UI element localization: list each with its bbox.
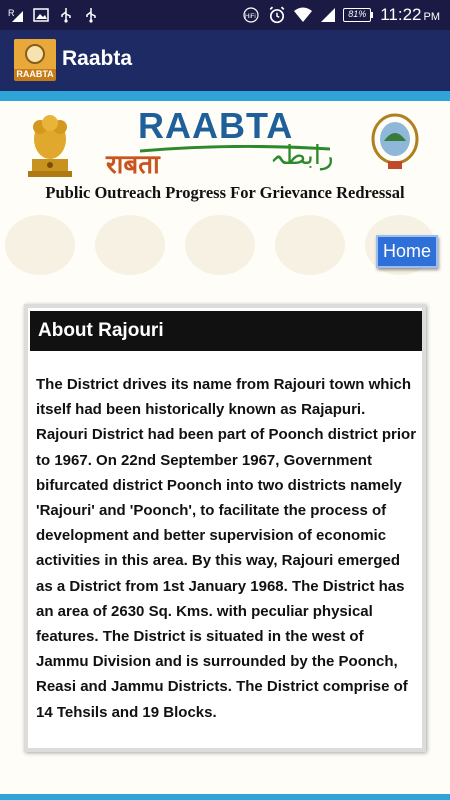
accent-strip — [0, 91, 450, 101]
clock-time: 11:22 — [380, 5, 422, 24]
clock-ampm: PM — [423, 11, 440, 23]
app-title: Raabta — [62, 47, 133, 70]
app-logo — [14, 39, 56, 81]
wifi-icon — [293, 7, 313, 23]
webview-content[interactable] — [0, 101, 450, 794]
national-emblem-icon — [26, 109, 74, 179]
svg-text:HiFi: HiFi — [245, 14, 256, 20]
image-icon — [33, 7, 49, 23]
card-title: About Rajouri — [30, 311, 422, 351]
status-right-icons — [241, 5, 440, 25]
bottom-strip — [0, 794, 450, 800]
brand-name-hindi: राबता — [106, 150, 160, 180]
battery-level: 81% — [343, 8, 371, 22]
hifi-icon — [241, 7, 261, 23]
alarm-icon — [268, 6, 286, 24]
raabta-banner — [0, 101, 450, 213]
app-logo-text: RAABTA — [16, 69, 54, 79]
about-card — [24, 304, 426, 752]
status-bar — [0, 0, 450, 30]
card-body-text: The District drives its name from Rajouri town which itself had been historically known as Rajapuri. Rajouri District had been part of Poonch district prior to 1967. On 22nd September 1967, Government bifurcated district Poonch into two districts namely 'Rajouri' and 'Poonch', to facilitate the process of development and better supervision of economic activities in this area. By this way, Rajouri emerged as a District from 1st January 1968. The District has an area of 2630 Sq. Kms. with peculiar physical features. The District is situated in the west of Jammu Division and is surrounded by the Poonch, Reasi and Jammu Districts. The District comprise of 14 Tehsils and 19 Blocks. — [36, 376, 417, 721]
usb-icon — [83, 7, 99, 23]
signal-icon — [320, 7, 336, 23]
r-signal-icon — [8, 7, 24, 23]
status-left-icons — [8, 5, 99, 25]
svg-text:R: R — [8, 8, 15, 18]
battery-icon — [343, 8, 373, 22]
clock — [380, 5, 440, 25]
app-bar — [0, 30, 450, 91]
state-emblem-icon — [370, 111, 420, 171]
banner-tagline: Public Outreach Progress For Grievance Redressal — [45, 183, 405, 202]
brand-name-english: RAABTA — [138, 105, 294, 146]
home-button[interactable]: Home — [376, 235, 438, 268]
usb-icon — [58, 7, 74, 23]
brand-name-urdu: رابطہ — [270, 141, 334, 171]
